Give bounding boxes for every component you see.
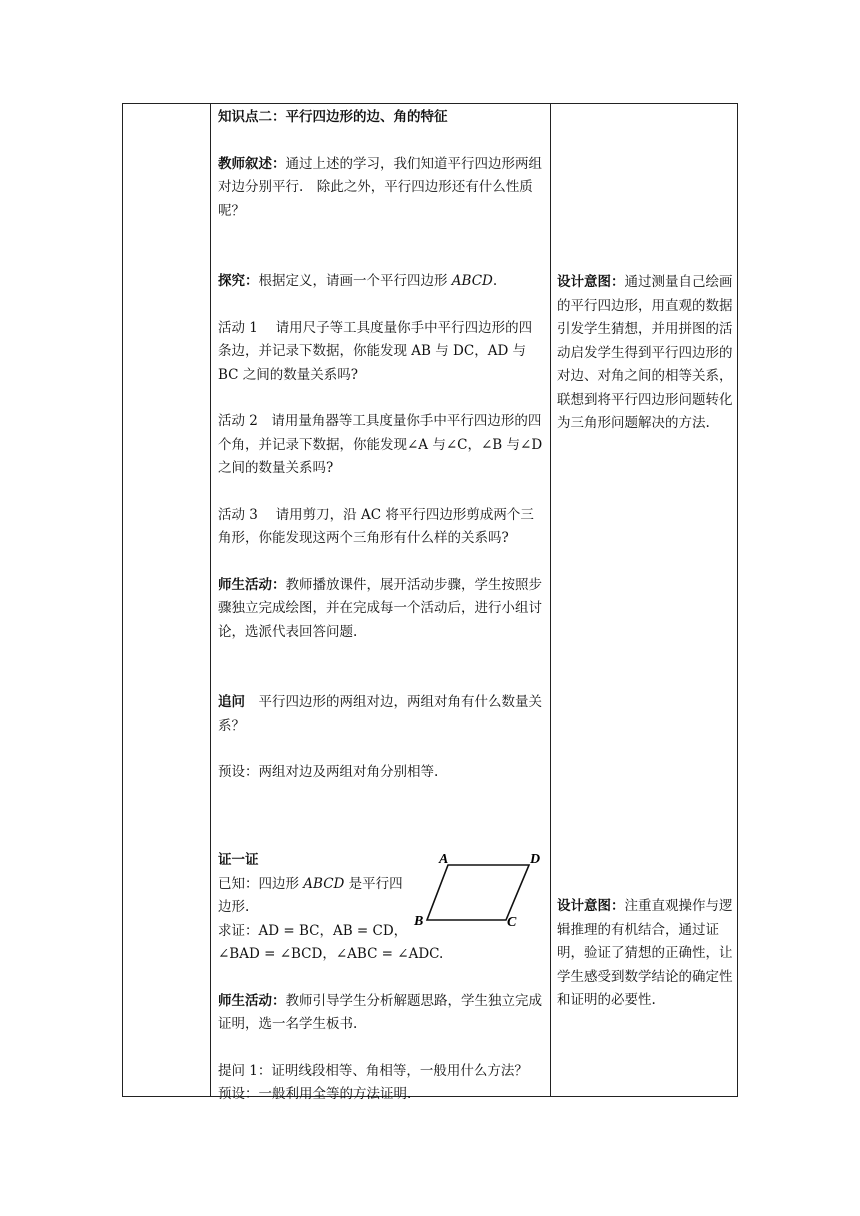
proof-title: 证一证 [218, 852, 259, 868]
column-divider-right [550, 104, 551, 1096]
explore-text: 根据定义，请画一个平行四边形 [258, 273, 448, 289]
parallelogram-diagram [412, 851, 542, 929]
teacher-student-activity [218, 574, 544, 645]
design-label-2: 设计意图： [557, 898, 625, 914]
knowledge-point-2 [218, 106, 544, 785]
given-text-b: 是平行四边形. [218, 875, 403, 915]
teacher-text: 通过上述的学习，我们知道平行四边形两组对边分别平行. 除此之外，平行四边形还有什么性质呢？ [218, 155, 542, 219]
activity-1: 活动 1 请用尺子等工具度量你手中平行四边形的四条边，并记录下数据，你能发现 AB 与 DC，AD 与 BC 之间的数量关系吗? [218, 319, 533, 383]
vertex-label-c: C [507, 915, 517, 929]
follow-up-question [218, 691, 544, 738]
explore-name: ABCD [451, 273, 493, 289]
proof-ts-label: 师生活动： [218, 992, 286, 1009]
design-text-1: 通过测量自己绘画的平行四边形，用直观的数据引发学生猜想，并用拼图的活动启发学生得到平行四边形的对边、对角之间的相等关系，联想到将平行四边形问题转化为三角形问题解决的方法. [557, 274, 733, 431]
design-label-1: 设计意图： [557, 274, 625, 290]
proof-ts-text: 教师引导学生分析解题思路，学生独立完成证明，选一名学生板书. [218, 992, 542, 1032]
given-name: ABCD [303, 875, 345, 892]
preset-1: 预设：一般利用全等的方法证明. [218, 1086, 412, 1102]
angle-statement: ∠BAD = ∠BCD，∠ABC = ∠ADC. [218, 946, 444, 962]
given-text-a: 已知：四边形 [218, 875, 304, 892]
given-statement [218, 873, 408, 920]
prove-statement: 求证：AD = BC，AB = CD， [218, 922, 408, 939]
follow-text: 平行四边形的两组对边，两组对角有什么数量关系？ [218, 694, 542, 734]
section-title: 知识点二：平行四边形的边、角的特征 [218, 109, 448, 125]
explore [218, 270, 544, 294]
ts-text: 教师播放课件，展开活动步骤，学生按照步骤独立完成绘图，并在完成每一个活动后，进行小组讨论，选派代表回答问题. [218, 576, 542, 640]
activity-3: 活动 3 请用剪刀，沿 AC 将平行四边形剪成两个三角形，你能发现这两个三角形有什么样的关系吗? [218, 506, 534, 546]
design-intent-2 [557, 895, 733, 1013]
vertex-label-b: B [414, 914, 424, 929]
teacher-narration [218, 153, 544, 224]
design-intent-1 [557, 271, 733, 436]
column-divider-left [210, 104, 211, 1096]
lesson-table [122, 103, 738, 1102]
vertex-label-a: A [439, 852, 449, 867]
parallelogram-shape [427, 865, 529, 920]
ts-label: 师生活动： [218, 576, 286, 593]
proof-ts-activity [218, 990, 544, 1037]
activity-2: 活动 2 请用量角器等工具度量你手中平行四边形的四个角，并记录下数据，你能发现∠A 与∠C，∠B 与∠D 之间的数量关系吗? [218, 413, 543, 476]
question-1: 提问 1：证明线段相等、角相等，一般用什么方法？ [218, 1062, 528, 1079]
design-intent-2-text [557, 895, 733, 1013]
preset-answer: 预设：两组对边及两组对角分别相等. [218, 764, 439, 780]
follow-label: 追问 [218, 694, 245, 710]
teacher-label: 教师叙述： [218, 155, 286, 172]
explore-end: . [492, 273, 498, 289]
design-intent-1-text [557, 271, 733, 436]
explore-label: 探究： [218, 273, 259, 289]
vertex-label-d: D [530, 852, 541, 867]
design-text-2: 注重直观操作与逻辑推理的有机结合，通过证明，验证了猜想的正确性，让学生感受到数学结论的确定性和证明的必要性. [557, 898, 733, 1008]
